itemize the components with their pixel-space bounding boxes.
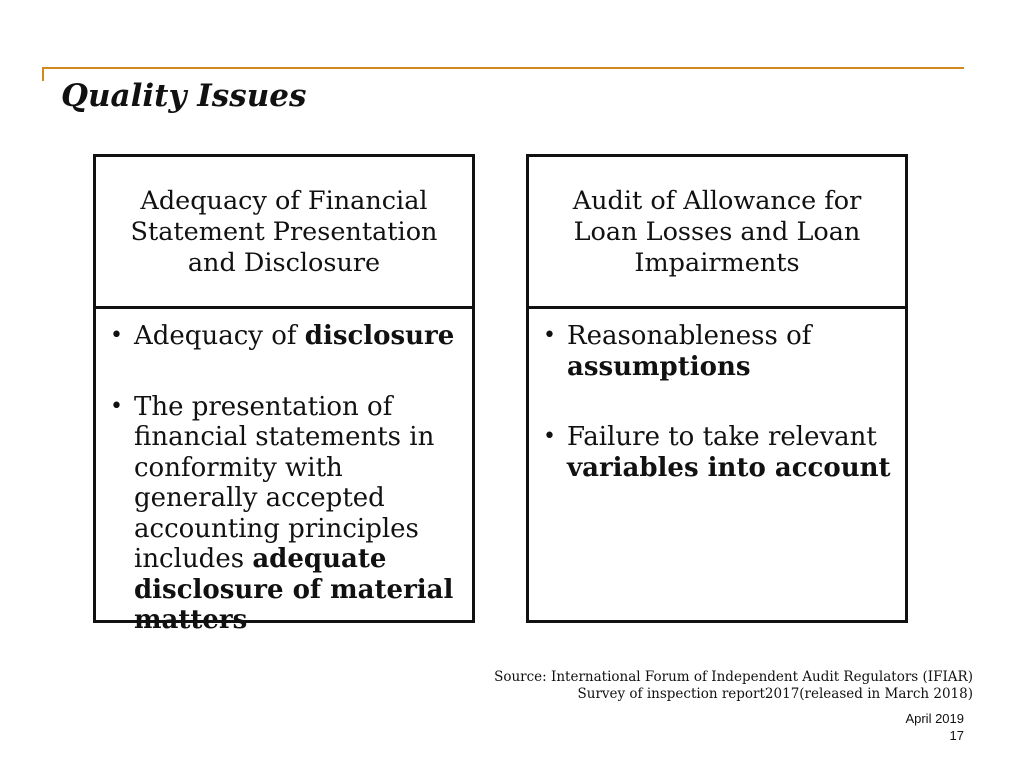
- source-line-2: Survey of inspection report2017(released in March 2018): [577, 686, 973, 702]
- title-rule-tick: [42, 67, 44, 81]
- bullet-item: [543, 321, 891, 382]
- bullet-text: [567, 422, 891, 483]
- panel-loan-allowance: [526, 154, 908, 623]
- bullet-text-emphasis: assumptions: [567, 351, 751, 382]
- panel-heading: Adequacy of Financial Statement Presentation and Disclosure: [130, 186, 438, 278]
- panel-financial-statement: [93, 154, 475, 635]
- bullet-text-part: Reasonableness of: [567, 321, 812, 351]
- bullet-text-emphasis: disclosure: [304, 321, 455, 351]
- bullet-text: [567, 321, 891, 382]
- bullet-dot-icon: •: [110, 323, 123, 348]
- bullet-dot-icon: •: [543, 424, 556, 449]
- source-citation: [494, 669, 973, 703]
- bullet-text-part: The presentation of financial statements in conformity with generally accepted accounting principles includes: [134, 391, 435, 574]
- bullet-text-emphasis: variables into account: [567, 452, 891, 483]
- bullet-text: [134, 392, 458, 636]
- footer-date: April 2019: [905, 711, 964, 726]
- bullet-item: [543, 422, 891, 483]
- bullet-item: [110, 392, 458, 636]
- bullet-text-emphasis: adequate disclosure of material matters: [134, 544, 454, 635]
- page-number: 17: [949, 728, 964, 743]
- bullet-text: [134, 321, 458, 352]
- bullet-text-part: Failure to take relevant: [567, 422, 877, 452]
- source-line-1: Source: International Forum of Independent Audit Regulators (IFIAR): [494, 669, 973, 685]
- bullet-dot-icon: •: [543, 323, 556, 348]
- bullet-text-part: Adequacy of: [134, 321, 305, 351]
- panel-body: [529, 309, 905, 483]
- bullet-item: [110, 321, 458, 352]
- title-rule: [42, 67, 964, 69]
- panel-heading-box: [96, 157, 472, 309]
- panel-heading-box: [529, 157, 905, 309]
- bullet-dot-icon: •: [110, 393, 123, 419]
- slide-title: Quality Issues: [61, 78, 307, 114]
- panel-body: [96, 309, 472, 636]
- panel-heading: Audit of Allowance for Loan Losses and Loan Impairments: [572, 186, 862, 278]
